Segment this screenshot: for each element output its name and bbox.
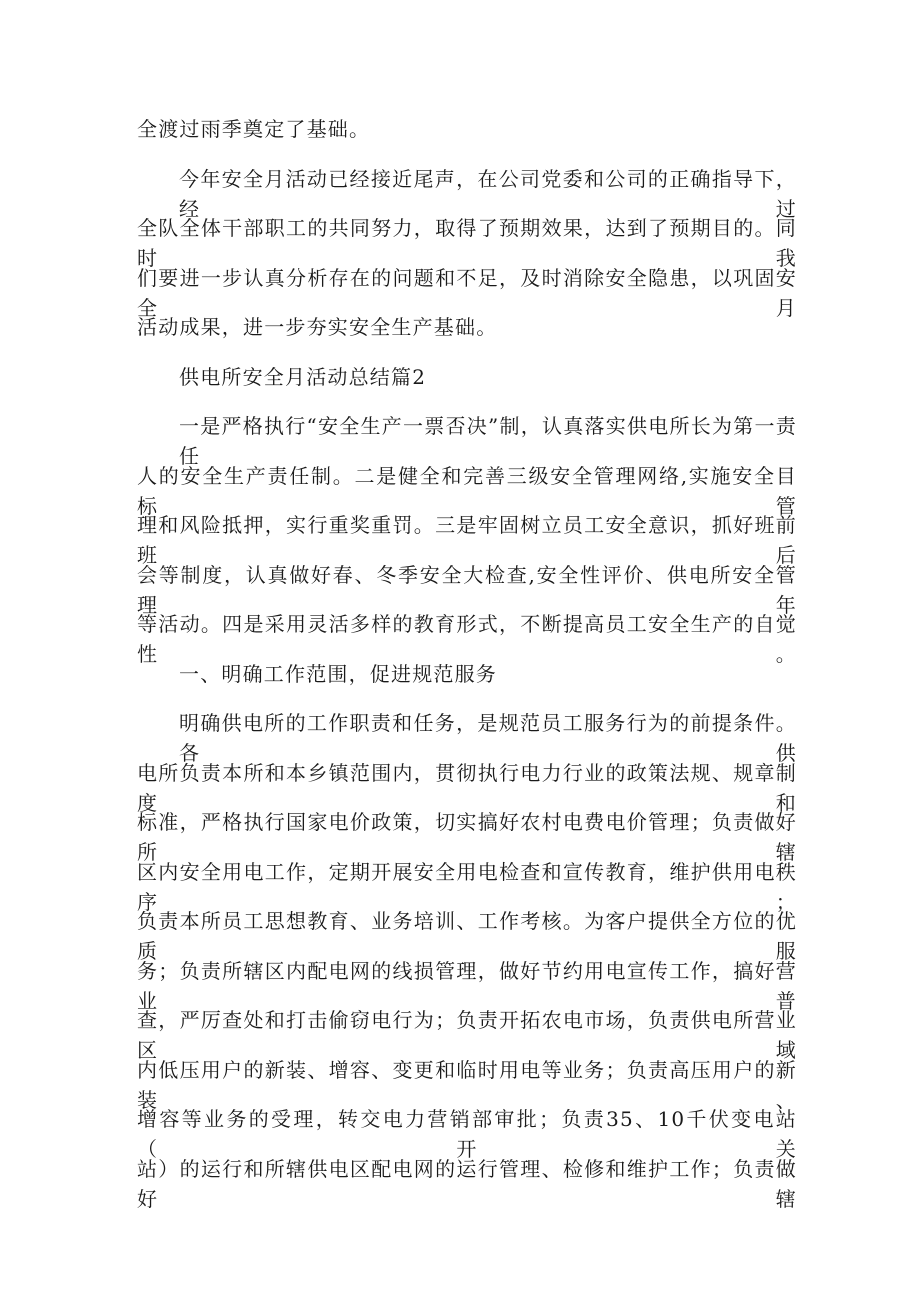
paragraph-line: 全渡过雨季奠定了基础。	[137, 117, 371, 141]
paragraph-line: 活动成果，进一步夯实安全生产基础。	[137, 315, 498, 339]
paragraph-line: 会等制度，认真做好春、冬季安全大检查,安全性评价、供电所安全管理年	[137, 563, 797, 617]
paragraph-line: 理和风险抵押，实行重奖重罚。三是牢固树立员工安全意识，抓好班前班后	[137, 513, 797, 567]
paragraph-line: 站）的运行和所辖供电区配电网的运行管理、检修和维护工作；负责做好辖	[137, 1157, 797, 1211]
paragraph-line: 务；负责所辖区内配电网的线损管理，做好节约用电宣传工作，搞好营业普	[137, 959, 797, 1013]
section-heading: 供电所安全月活动总结篇2	[179, 365, 427, 389]
paragraph-line: 全队全体干部职工的共同努力，取得了预期效果，达到了预期目的。同时我	[137, 216, 797, 270]
paragraph-line: 等活动。四是采用灵活多样的教育形式，不断提高员工安全生产的自觉性。	[137, 612, 797, 666]
paragraph-line: 人的安全生产责任制。二是健全和完善三级安全管理网络,实施安全目标管	[137, 464, 797, 518]
paragraph-line: 电所负责本所和本乡镇范围内，贯彻执行电力行业的政策法规、规章制度和	[137, 761, 797, 815]
paragraph-line: 增容等业务的受理，转交电力营销部审批；负责35、10千伏变电站（开关	[137, 1107, 797, 1161]
paragraph-line: 一是严格执行“安全生产一票否决”制，认真落实供电所长为第一责任	[179, 414, 797, 468]
paragraph-line: 明确供电所的工作职责和任务，是规范员工服务行为的前提条件。各供	[179, 711, 797, 765]
paragraph-line: 今年安全月活动已经接近尾声，在公司党委和公司的正确指导下，经过	[179, 167, 797, 221]
paragraph-line: 标准，严格执行国家电价政策，切实搞好农村电费电价管理；负责做好所辖	[137, 810, 797, 864]
paragraph-line: 查，严厉查处和打击偷窃电行为；负责开拓农电市场，负责供电所营业区域	[137, 1008, 797, 1062]
paragraph-line: 负责本所员工思想教育、业务培训、工作考核。为客户提供全方位的优质服	[137, 909, 797, 963]
paragraph-line: 内低压用户的新装、增容、变更和临时用电等业务；负责高压用户的新装、	[137, 1058, 797, 1112]
paragraph-line: 们要进一步认真分析存在的问题和不足，及时消除安全隐患，以巩固安全月	[137, 266, 797, 320]
paragraph-line: 区内安全用电工作，定期开展安全用电检查和宣传教育，维护供用电秩序；	[137, 860, 797, 914]
section-heading: 一、明确工作范围，促进规范服务	[179, 662, 497, 686]
